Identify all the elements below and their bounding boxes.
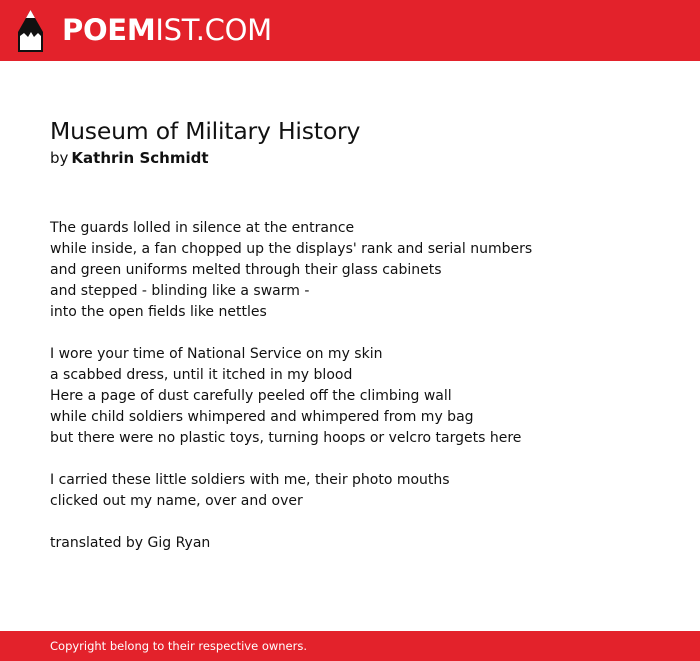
site-logo-link[interactable]	[18, 0, 272, 61]
poem-line: I carried these little soldiers with me, their photo mouths	[50, 472, 450, 488]
poem-line: clicked out my name, over and over	[50, 493, 303, 509]
byline	[50, 147, 670, 169]
site-header	[0, 0, 700, 61]
poem-line: I wore your time of National Service on my skin	[50, 346, 383, 362]
author-name: Kathrin Schmidt	[71, 149, 209, 167]
poem-line: while child soldiers whimpered and whimpered from my bag	[50, 409, 474, 425]
poem-line: Here a page of dust carefully peeled off the climbing wall	[50, 388, 452, 404]
copyright-text: Copyright belong to their respective owners.	[50, 639, 308, 653]
poem-line: The guards lolled in silence at the entrance	[50, 220, 355, 236]
poem-line: a scabbed dress, until it itched in my blood	[50, 367, 353, 383]
stanza	[50, 344, 670, 449]
pencil-tip-icon	[18, 10, 43, 52]
stanza	[50, 470, 670, 512]
poem-line: but there were no plastic toys, turning hoops or velcro targets here	[50, 430, 522, 446]
logo-text-light: IST.COM	[155, 13, 272, 47]
stanza	[50, 218, 670, 323]
byline-prefix: by	[50, 149, 69, 167]
poem-line: and green uniforms melted through their glass cabinets	[50, 262, 442, 278]
logo-text-bold: POEM	[62, 13, 156, 47]
site-logo-text	[62, 13, 272, 47]
poem-line: and stepped - blinding like a swarm -	[50, 283, 310, 299]
poem-article	[50, 116, 670, 554]
translator-note: translated by Gig Ryan	[50, 535, 211, 551]
site-footer	[0, 631, 700, 661]
poem-line: while inside, a fan chopped up the displays' rank and serial numbers	[50, 241, 533, 257]
poem-title: Museum of Military History	[50, 117, 361, 145]
poem-line: into the open fields like nettles	[50, 304, 267, 320]
poem-body	[50, 218, 670, 554]
